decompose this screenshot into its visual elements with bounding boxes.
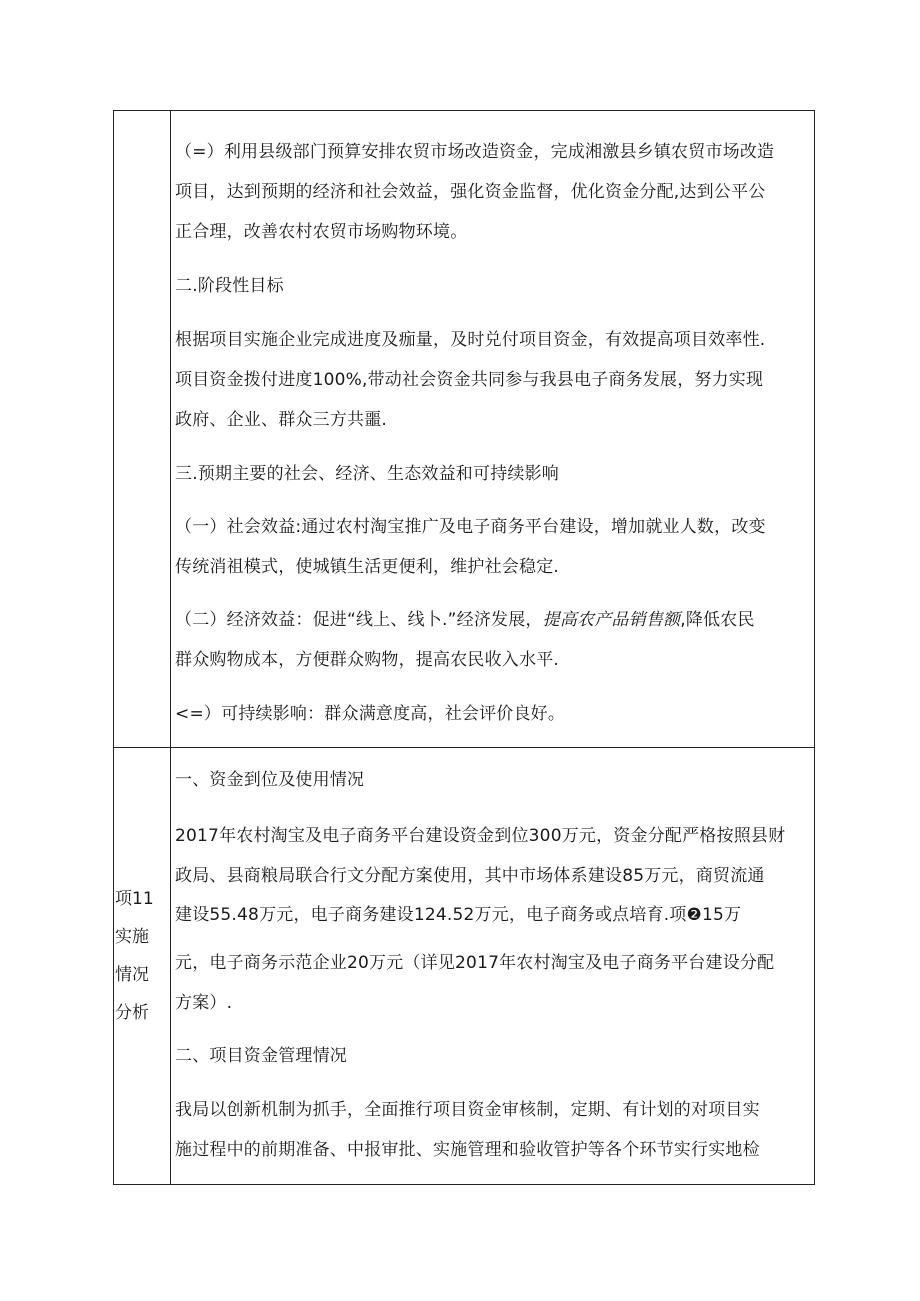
line-text: （二）经济效益：促进“线上、线卜.”经济发展， bbox=[175, 610, 543, 630]
row-label-line: 情况 bbox=[115, 965, 149, 985]
document-table bbox=[113, 110, 815, 1185]
analysis-content-cell bbox=[171, 748, 814, 1184]
row-label-line: 分析 bbox=[115, 1003, 149, 1023]
paragraph-line: <=）可持续影响：群众满意度高，社会评价良好。 bbox=[175, 704, 566, 724]
paragraph-line: 元，电子商务示范企业20万元（详见2017年农村淘宝及电子商务平台建设分配 bbox=[175, 953, 775, 973]
section-heading: 二、项目资金管理情况 bbox=[175, 1046, 347, 1066]
paragraph-line: 群众购物成本，方便群众购物，提高农民收入水平. bbox=[175, 650, 560, 670]
row-label-line: 项11 bbox=[115, 889, 154, 909]
paragraph-line: 项目，达到预期的经济和社会效益，强化资金监督，优化资金分配,达到公平公 bbox=[175, 182, 766, 202]
table-row-goals bbox=[114, 111, 814, 747]
paragraph-line bbox=[175, 610, 755, 630]
row-label-cell bbox=[114, 748, 171, 1184]
paragraph-line: 2017年农村淘宝及电子商务平台建设资金到位300万元，资金分配严格按照县财 bbox=[175, 826, 786, 846]
line-text-tail: ,降低农民 bbox=[680, 610, 755, 630]
section-heading: 三.预期主要的社会、经济、生态效益和可持续影响 bbox=[175, 464, 560, 484]
goals-content-cell bbox=[171, 111, 814, 747]
paragraph-line: 建设55.48万元，电子商务建设124.52万元，电子商务或点培育.项❷15万 bbox=[175, 905, 742, 925]
row-label-line: 实施 bbox=[115, 927, 149, 947]
row-label-cell bbox=[114, 111, 171, 747]
paragraph-line: 施过程中的前期准备、中报审批、实施管理和验收管护等各个环节实行实地检 bbox=[175, 1140, 760, 1160]
paragraph-line: （=）利用县级部门预算安排农贸市场改造资金，完成湘激县乡镇农贸市场改造 bbox=[175, 142, 775, 162]
paragraph-line: 项目资金拨付进度100%,带动社会资金共同参与我县电子商务发展，努力实现 bbox=[175, 370, 764, 390]
table-row-analysis bbox=[114, 747, 814, 1184]
paragraph-line: 根据项目实施企业完成进度及痂量，及时兑付项目资金，有效提高项目效率性. bbox=[175, 330, 766, 350]
paragraph-line: 正合理，改善农村农贸市场购物环境。 bbox=[175, 222, 468, 242]
paragraph-line: 我局以创新机制为抓手，全面推行项目资金审核制，定期、有计划的对项目实 bbox=[175, 1100, 760, 1120]
paragraph-line: 传统消祖模式，使城镇生活更便利，维护社会稳定. bbox=[175, 557, 560, 577]
italic-text: 提高农产品销售额 bbox=[542, 610, 681, 630]
paragraph-line: 方案）. bbox=[175, 993, 233, 1013]
section-heading: 一、资金到位及使用情况 bbox=[175, 770, 365, 790]
paragraph-line: 政府、企业、群众三方共噩. bbox=[175, 410, 388, 430]
section-heading: 二.阶段性目标 bbox=[175, 276, 284, 296]
paragraph-line: 政局、县商粮局联合行文分配方案使用，其中市场体系建设85万元，商贸流通 bbox=[175, 866, 765, 886]
paragraph-line: （一）社会效益:通过农村淘宝推广及电子商务平台建设，增加就业人数，改变 bbox=[175, 517, 766, 537]
